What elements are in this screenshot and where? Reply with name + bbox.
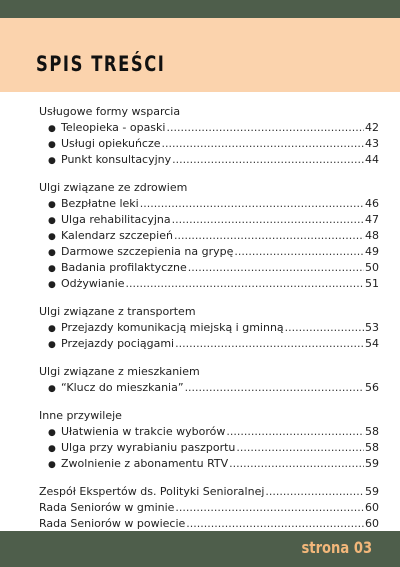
dot-leader xyxy=(236,440,364,456)
bullet-icon: ● xyxy=(48,428,56,438)
dot-leader xyxy=(285,320,364,336)
entry-label: Bezpłatne leki xyxy=(61,197,139,210)
page-number: 54 xyxy=(365,337,379,350)
toc-entry xyxy=(39,516,379,532)
page-title: SPIS TREŚCI xyxy=(36,52,166,76)
toc-standalone-entries xyxy=(39,484,379,532)
dot-leader xyxy=(188,260,364,276)
toc-entry xyxy=(39,456,379,472)
section-title: Usługowe formy wsparcia xyxy=(39,105,181,118)
bullet-icon: ● xyxy=(48,232,56,242)
page-number: 50 xyxy=(365,261,379,274)
bullet-icon: ● xyxy=(48,248,56,258)
section-title: Inne przywileje xyxy=(39,409,122,422)
toc-entry xyxy=(39,136,379,152)
page-number: 48 xyxy=(365,229,379,242)
bullet-icon: ● xyxy=(48,324,56,334)
toc-section-inne xyxy=(39,408,379,472)
dot-leader xyxy=(140,196,364,212)
footer-page-number: strona 03 xyxy=(301,538,372,557)
entry-label: Odżywianie xyxy=(61,277,125,290)
page-number: 58 xyxy=(365,441,379,454)
toc-entry xyxy=(39,484,379,500)
page-number: 49 xyxy=(365,245,379,258)
page-number: 59 xyxy=(365,457,379,470)
bullet-icon: ● xyxy=(48,156,56,166)
dot-leader xyxy=(234,244,364,260)
toc-entry xyxy=(39,196,379,212)
entry-label: Przejazdy pociągami xyxy=(61,337,175,350)
bullet-icon: ● xyxy=(48,124,56,134)
toc-section-transport xyxy=(39,304,379,352)
dot-leader xyxy=(172,212,364,228)
top-bar xyxy=(0,0,400,18)
page-number: 47 xyxy=(365,213,379,226)
entry-label: Ułatwienia w trakcie wyborów xyxy=(61,425,226,438)
entry-label: Rada Seniorów w gminie xyxy=(39,501,175,514)
entry-label: Teleopieka - opaski xyxy=(61,121,166,134)
toc-section-zdrowie xyxy=(39,180,379,292)
dot-leader xyxy=(186,516,364,532)
dot-leader xyxy=(126,276,364,292)
entry-label: Punkt konsultacyjny xyxy=(61,153,172,166)
page-number: 43 xyxy=(365,137,379,150)
entry-label: “Klucz do mieszkania” xyxy=(61,381,184,394)
page-number: 42 xyxy=(365,121,379,134)
bullet-icon: ● xyxy=(48,340,56,350)
toc-entry xyxy=(39,336,379,352)
dot-leader xyxy=(175,336,364,352)
bullet-icon: ● xyxy=(48,216,56,226)
page-number: 58 xyxy=(365,425,379,438)
page-number: 59 xyxy=(365,485,379,498)
page-number: 56 xyxy=(365,381,379,394)
dot-leader xyxy=(226,424,364,440)
toc-section-mieszkanie xyxy=(39,364,379,396)
page-number: 44 xyxy=(365,153,379,166)
dot-leader xyxy=(166,120,364,136)
entry-label: Zespół Ekspertów ds. Polityki Senioralnej xyxy=(39,485,265,498)
entry-label: Zwolnienie z abonamentu RTV xyxy=(61,457,229,470)
bullet-icon: ● xyxy=(48,264,56,274)
header-band xyxy=(0,18,400,92)
page-number: 60 xyxy=(365,501,379,514)
toc-entry xyxy=(39,260,379,276)
bullet-icon: ● xyxy=(48,200,56,210)
bullet-icon: ● xyxy=(48,460,56,470)
entry-label: Kalendarz szczepień xyxy=(61,229,173,242)
section-title: Ulgi związane ze zdrowiem xyxy=(39,181,188,194)
dot-leader xyxy=(229,456,364,472)
dot-leader xyxy=(172,152,364,168)
dot-leader xyxy=(265,484,364,500)
toc-entry xyxy=(39,120,379,136)
entry-label: Ulga przy wyrabianiu paszportu xyxy=(61,441,236,454)
bullet-icon: ● xyxy=(48,444,56,454)
toc-entry xyxy=(39,424,379,440)
toc-entry xyxy=(39,244,379,260)
entry-label: Darmowe szczepienia na grypę xyxy=(61,245,234,258)
page-number: 51 xyxy=(365,277,379,290)
dot-leader xyxy=(175,500,364,516)
toc-entry xyxy=(39,500,379,516)
toc-entry xyxy=(39,212,379,228)
dot-leader xyxy=(185,380,364,396)
section-title: Ulgi związane z mieszkaniem xyxy=(39,365,200,378)
toc-entry xyxy=(39,380,379,396)
dot-leader xyxy=(162,136,364,152)
dot-leader xyxy=(174,228,364,244)
entry-label: Ulga rehabilitacyjna xyxy=(61,213,171,226)
toc-entry xyxy=(39,152,379,168)
footer-band xyxy=(0,531,400,567)
bullet-icon: ● xyxy=(48,280,56,290)
entry-label: Usługi opiekuńcze xyxy=(61,137,161,150)
bullet-icon: ● xyxy=(48,384,56,394)
entry-label: Rada Seniorów w powiecie xyxy=(39,517,186,530)
toc-entry xyxy=(39,276,379,292)
page-number: 60 xyxy=(365,517,379,530)
toc-entry xyxy=(39,320,379,336)
bullet-icon: ● xyxy=(48,140,56,150)
page-number: 46 xyxy=(365,197,379,210)
toc-section-uslugowe xyxy=(39,104,379,168)
toc-entry xyxy=(39,440,379,456)
page-number: 53 xyxy=(365,321,379,334)
entry-label: Badania profilaktyczne xyxy=(61,261,187,274)
section-title: Ulgi związane z transportem xyxy=(39,305,196,318)
entry-label: Przejazdy komunikacją miejską i gminną xyxy=(61,321,284,334)
table-of-contents xyxy=(39,104,379,532)
toc-entry xyxy=(39,228,379,244)
